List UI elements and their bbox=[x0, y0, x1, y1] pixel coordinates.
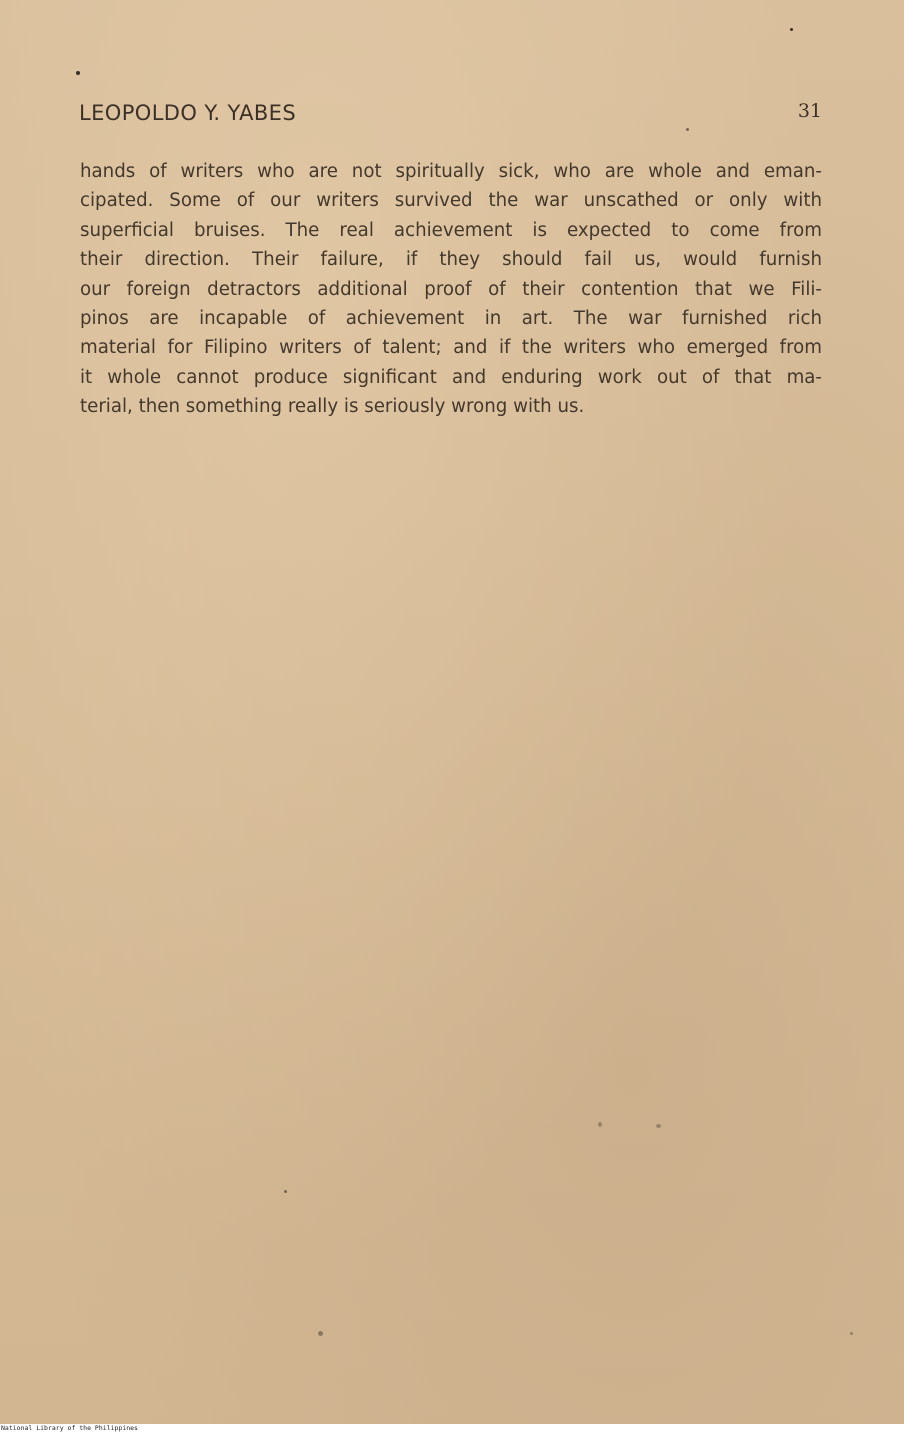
text-line: material for Filipino writers of talent; and if the writers who emerged from bbox=[80, 337, 822, 359]
footer-credit: National Library of the Philippines bbox=[1, 1424, 138, 1432]
text-line: pinos are incapable of achievement in art. The war furnished rich bbox=[80, 308, 822, 330]
ink-speck bbox=[790, 28, 793, 31]
page-number: 31 bbox=[797, 100, 822, 122]
ink-speck bbox=[656, 1124, 661, 1128]
running-head: LEOPOLDO Y. YABES bbox=[79, 101, 297, 125]
body-paragraph bbox=[80, 157, 822, 422]
text-line: their direction. Their failure, if they should fail us, would furnish bbox=[80, 249, 822, 271]
ink-speck bbox=[850, 1332, 853, 1335]
ink-speck bbox=[76, 71, 80, 75]
text-line: it whole cannot produce significant and enduring work out of that ma- bbox=[80, 366, 822, 388]
text-line: hands of writers who are not spiritually sick, who are whole and eman- bbox=[80, 161, 822, 182]
ink-speck bbox=[318, 1331, 323, 1336]
text-line: our foreign detractors additional proof of their contention that we Fili- bbox=[80, 278, 822, 300]
text-line: superficial bruises. The real achievement is expected to come from bbox=[80, 219, 822, 241]
text-line: terial, then something really is seriously wrong with us. bbox=[80, 396, 585, 418]
ink-speck bbox=[284, 1190, 287, 1193]
ink-speck bbox=[686, 128, 689, 131]
text-line: cipated. Some of our writers survived the war unscathed or only with bbox=[80, 190, 822, 212]
ink-speck bbox=[598, 1122, 602, 1127]
